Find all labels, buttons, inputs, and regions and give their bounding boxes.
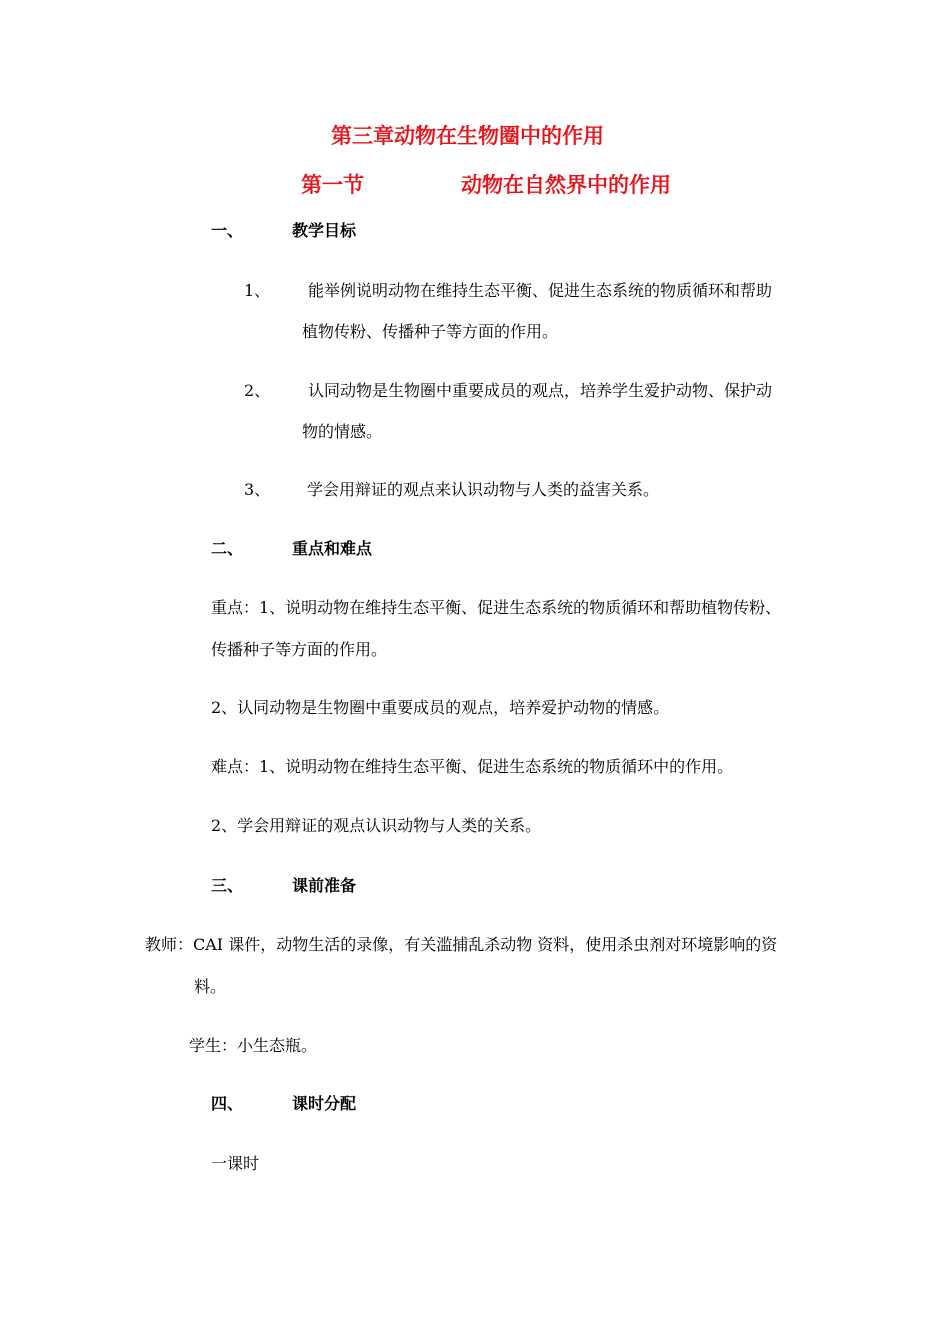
objective-number: 3、 bbox=[244, 480, 271, 499]
heading-number-2: 二、 bbox=[211, 539, 244, 558]
heading-number-1: 一、 bbox=[211, 221, 244, 240]
difficulty-text: 2、学会用辩证的观点认识动物与人类的关系。 bbox=[211, 816, 542, 835]
objective-text: 认同动物是生物圈中重要成员的观点，培养学生爱护动物、保护动 bbox=[308, 381, 773, 400]
objective-text: 能举例说明动物在维持生态平衡、促进生态系统的物质循环和帮助 bbox=[308, 281, 773, 300]
key-point-text-cont: 传播种子等方面的作用。 bbox=[211, 640, 388, 659]
heading-number-4: 四、 bbox=[211, 1094, 244, 1113]
heading-key-points: 重点和难点 bbox=[292, 539, 373, 558]
key-point-text: 2、认同动物是生物圈中重要成员的观点，培养爱护动物的情感。 bbox=[211, 698, 670, 717]
objective-text: 学会用辩证的观点来认识动物与人类的益害关系。 bbox=[307, 480, 660, 499]
teacher-preparation: 教师：CAI 课件，动物生活的录像，有关滥捕乱杀动物 资料，使用杀虫剂对环境影响的资 bbox=[145, 935, 778, 954]
objective-number: 1、 bbox=[244, 281, 271, 300]
key-point-text: 重点：1、说明动物在维持生态平衡、促进生态系统的物质循环和帮助植物传粉、 bbox=[211, 598, 782, 617]
section-number: 第一节 bbox=[301, 172, 364, 197]
heading-preparation: 课前准备 bbox=[292, 876, 357, 895]
teacher-preparation-cont: 料。 bbox=[194, 977, 227, 996]
objective-text-cont: 植物传粉、传播种子等方面的作用。 bbox=[302, 322, 559, 341]
difficulty-text: 难点：1、说明动物在维持生态平衡、促进生态系统的物质循环中的作用。 bbox=[211, 757, 734, 776]
section-title: 动物在自然界中的作用 bbox=[461, 172, 671, 197]
periods-text: 一课时 bbox=[211, 1154, 260, 1173]
chapter-title: 第三章动物在生物圈中的作用 bbox=[331, 123, 604, 148]
heading-number-3: 三、 bbox=[211, 876, 244, 895]
student-preparation: 学生：小生态瓶。 bbox=[189, 1036, 318, 1055]
objective-text-cont: 物的情感。 bbox=[302, 422, 383, 441]
heading-objectives: 教学目标 bbox=[292, 221, 357, 240]
objective-number: 2、 bbox=[244, 381, 271, 400]
heading-periods: 课时分配 bbox=[292, 1094, 357, 1113]
